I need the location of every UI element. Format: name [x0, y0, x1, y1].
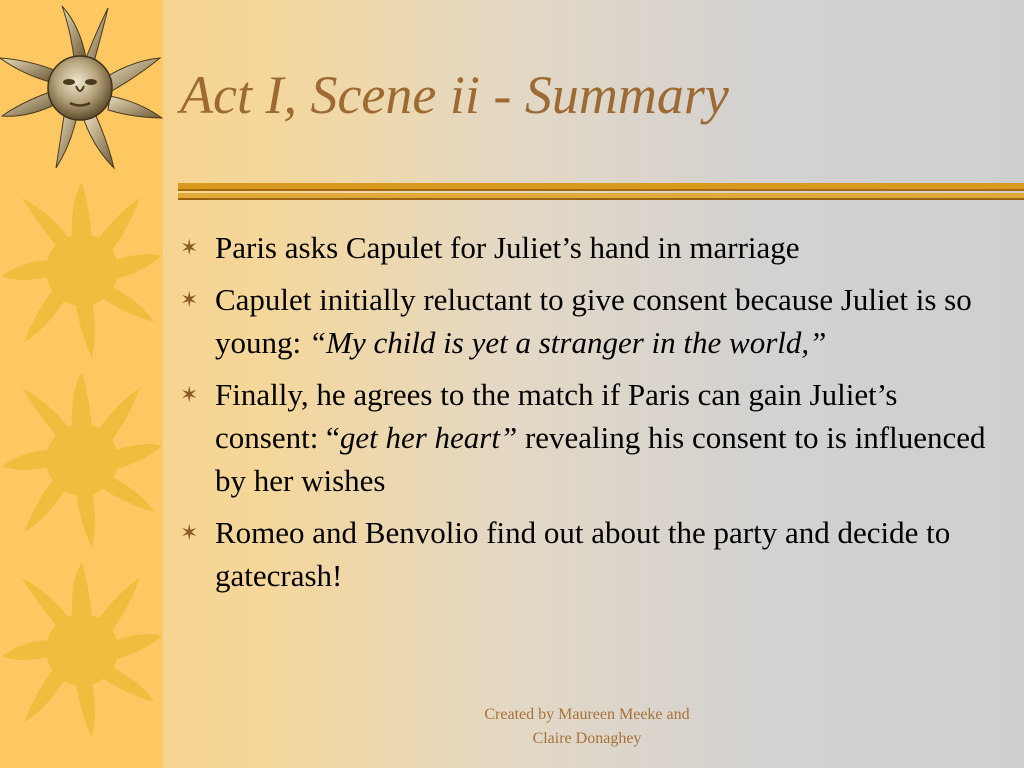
bullet-quote: get her heart”: [339, 420, 518, 455]
sun-icon: [2, 180, 162, 360]
bullet-list: [180, 226, 990, 606]
sun-icon: [2, 560, 162, 740]
sidebar-decoration: [0, 0, 163, 768]
sun-icon: [2, 370, 162, 550]
bullet-text: Capulet initially reluctant to give consent because Juliet is so young:: [215, 282, 972, 360]
footer-line: Claire Donaghey: [532, 730, 642, 747]
title-divider: [178, 182, 1024, 202]
bullet-quote: “My child is yet a stranger in the world,”: [308, 325, 827, 360]
star-bullet-icon: ✶: [180, 520, 199, 545]
footer-credit: [440, 703, 734, 751]
slide-title: Act I, Scene ii - Summary: [180, 65, 729, 125]
bullet-item: [180, 226, 990, 269]
bullet-text: Romeo and Benvolio find out about the party and decide to gatecrash!: [215, 515, 951, 593]
bullet-item: [180, 278, 990, 364]
bullet-text: Paris asks Capulet for Juliet’s hand in marriage: [215, 230, 800, 265]
star-bullet-icon: ✶: [180, 235, 199, 260]
bullet-text: Finally, he agrees to the match if Paris can gain Juliet’s consent: “: [215, 377, 898, 455]
bullet-item: [180, 373, 990, 502]
bullet-item: [180, 511, 990, 597]
sun-face-icon: [0, 0, 163, 170]
star-bullet-icon: ✶: [180, 382, 199, 407]
bullet-text: revealing his consent to is influenced by her wishes: [215, 420, 986, 498]
star-bullet-icon: ✶: [180, 287, 199, 312]
footer-line: Created by Maureen Meeke and: [484, 706, 690, 723]
